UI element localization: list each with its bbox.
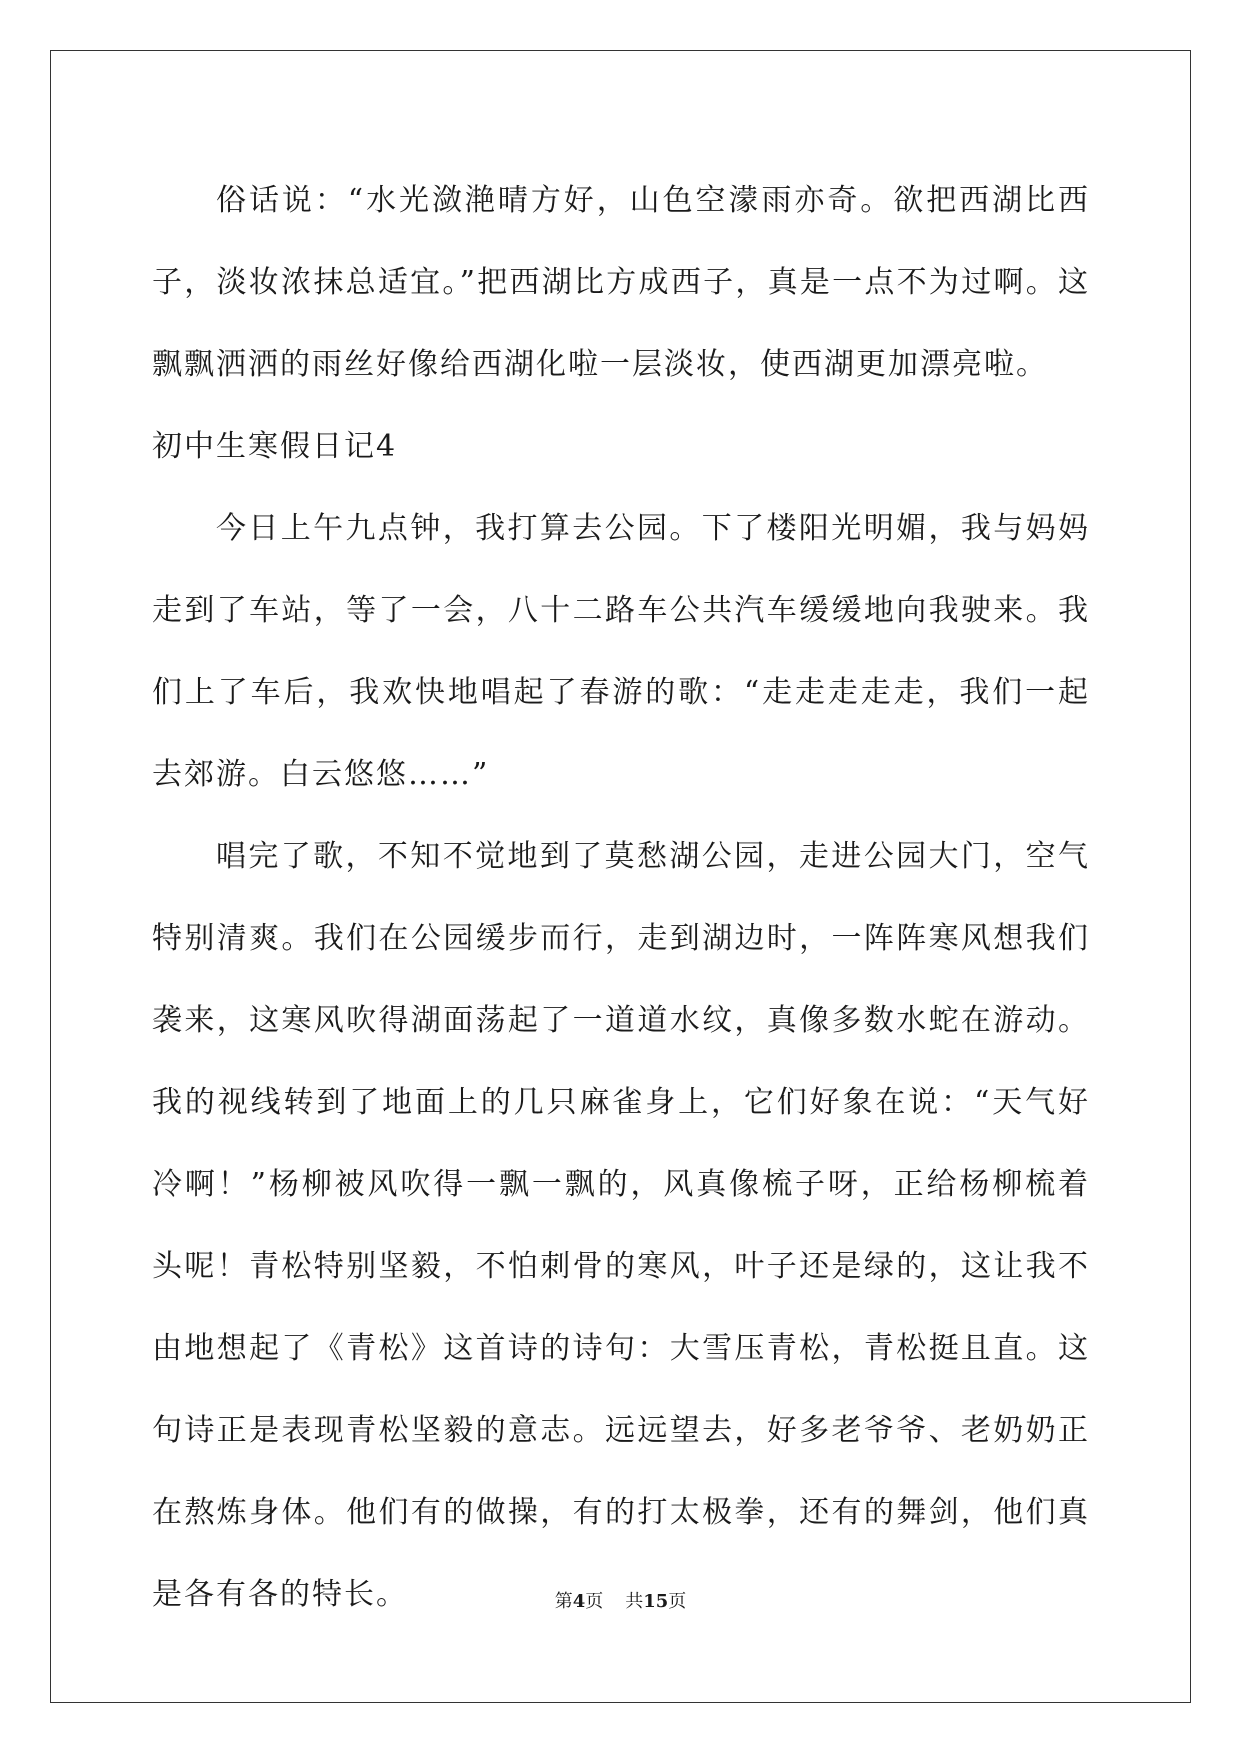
- document-body: [152, 160, 1090, 1636]
- page-prefix: 第: [554, 1591, 573, 1612]
- total-pages: 15: [643, 1591, 669, 1612]
- page-number: 4: [572, 1591, 586, 1612]
- page-suffix: 页: [585, 1591, 604, 1612]
- paragraph-park: 唱完了歌，不知不觉地到了莫愁湖公园，走进公园大门，空气特别清爽。我们在公园缓步而行，走到湖边时，一阵阵寒风想我们袭来，这寒风吹得湖面荡起了一道道水纹，真像多数水蛇在游动。我的视线转到了地面上的几只麻雀身上，它们好象在说：“天气好冷啊！”杨柳被风吹得一飘一飘的，风真像梳子呀，正给杨柳梳着头呢！青松特别坚毅，不怕刺骨的寒风，叶子还是绿的，这让我不由地想起了《青松》这首诗的诗句：大雪压青松，青松挺且直。这句诗正是表现青松坚毅的意志。远远望去，好多老爷爷、老奶奶正在熬炼身体。他们有的做操，有的打太极拳，还有的舞剑，他们真是各有各的特长。: [152, 839, 1090, 1612]
- paragraph-xihu: 俗话说：“水光潋滟晴方好，山色空濛雨亦奇。欲把西湖比西子，淡妆浓抹总适宜。”把西湖比方成西子，真是一点不为过啊。这飘飘洒洒的雨丝好像给西湖化啦一层淡妆，使西湖更加漂亮啦。: [152, 183, 1090, 382]
- total-prefix: 共: [625, 1591, 644, 1612]
- page-footer: [0, 1590, 1241, 1614]
- total-suffix: 页: [668, 1591, 687, 1612]
- paragraph-bus-trip: 今日上午九点钟，我打算去公园。下了楼阳光明媚，我与妈妈走到了车站，等了一会，八十二路车公共汽车缓缓地向我驶来。我们上了车后，我欢快地唱起了春游的歌：“走走走走走，我们一起去郊游。白云悠悠……”: [152, 511, 1090, 792]
- diary-heading: 初中生寒假日记4: [152, 429, 398, 464]
